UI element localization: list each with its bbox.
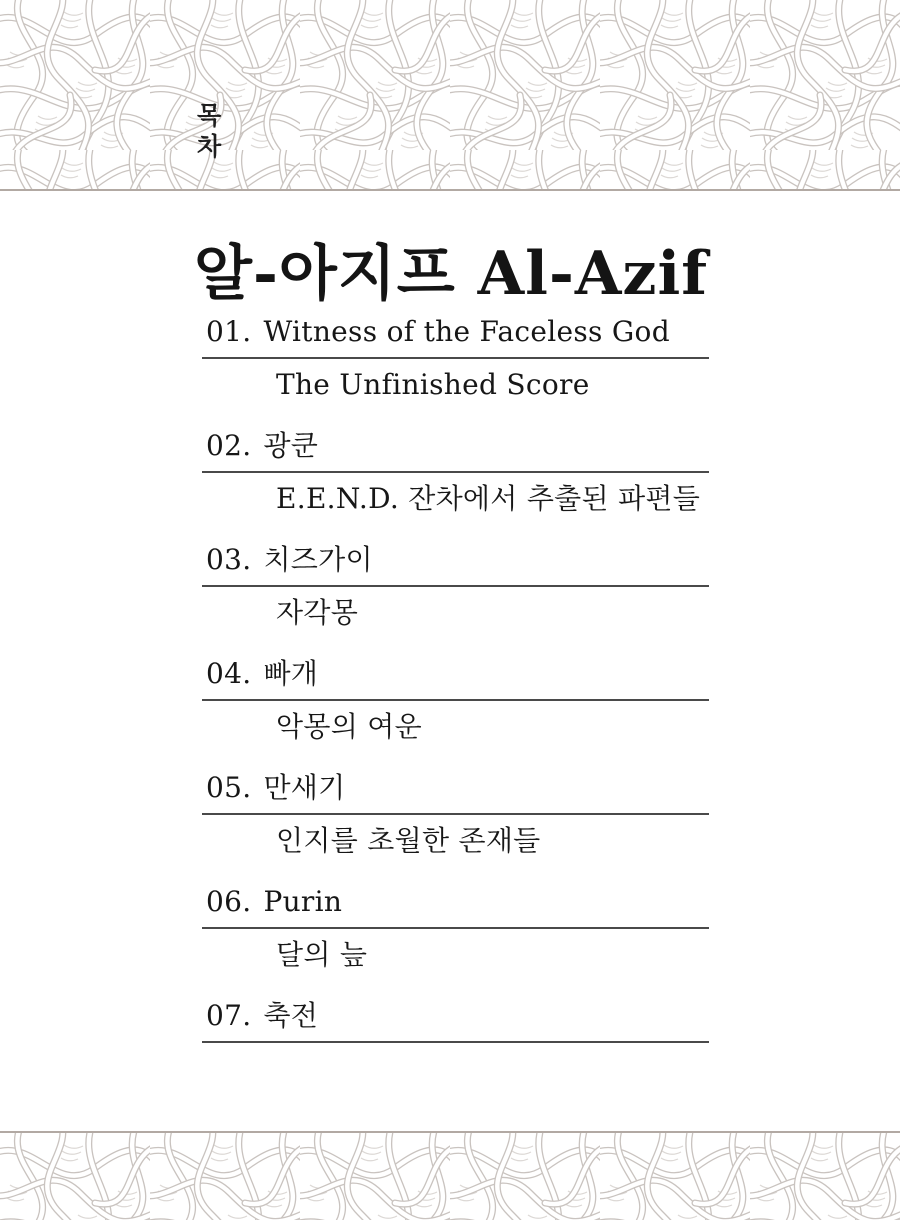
toc-item <box>202 429 709 516</box>
toc-item-heading <box>202 657 709 701</box>
toc-item-subtitle: The Unfinished Score <box>276 368 590 401</box>
toc-item-title: Witness of the Faceless God <box>263 315 670 348</box>
toc-item-heading <box>202 771 709 815</box>
toc-item-heading <box>202 315 709 359</box>
toc-item <box>202 999 709 1043</box>
toc-item-subtitle: 악몽의 여운 <box>276 710 422 743</box>
toc-item-subtitle: 인지를 초월한 존재들 <box>276 824 541 857</box>
toc-item-number: 04. <box>206 657 252 690</box>
vine-pattern-top-svg <box>0 0 900 189</box>
toc-item <box>202 657 709 744</box>
toc-item-heading <box>202 999 709 1043</box>
toc-item-subtitle: E.E.N.D. 잔차에서 추출된 파편들 <box>276 482 701 515</box>
toc-item-title: 만새기 <box>263 771 346 804</box>
toc-item-title: 치즈가이 <box>263 543 373 576</box>
toc-item-number: 01. <box>206 315 252 348</box>
decorative-vine-band-bottom <box>0 1131 900 1220</box>
toc-list <box>202 315 709 1070</box>
toc-item-heading <box>202 429 709 473</box>
toc-item-number: 03. <box>206 543 252 576</box>
toc-item-title: 광쿤 <box>263 429 319 462</box>
toc-item-subtitle: 달의 늪 <box>276 938 368 971</box>
page-title: 알-아지프 Al-Azif <box>194 239 709 310</box>
toc-item-subtitle: 자각몽 <box>276 596 359 629</box>
toc-item <box>202 771 709 858</box>
toc-item-title: 축전 <box>263 999 319 1032</box>
toc-item <box>202 543 709 630</box>
toc-item <box>202 885 709 972</box>
toc-item-title: 빠개 <box>263 657 319 690</box>
toc-item-number: 05. <box>206 771 252 804</box>
vine-pattern-bottom-svg <box>0 1133 900 1220</box>
toc-item-heading <box>202 885 709 929</box>
toc-item-number: 07. <box>206 999 252 1032</box>
decorative-vine-band-top <box>0 0 900 191</box>
toc-vertical-label: 목차 <box>197 101 222 162</box>
toc-item-number: 02. <box>206 429 252 462</box>
toc-item-heading <box>202 543 709 587</box>
toc-item <box>202 315 709 402</box>
toc-item-number: 06. <box>206 885 252 918</box>
toc-item-title: Purin <box>263 885 343 918</box>
